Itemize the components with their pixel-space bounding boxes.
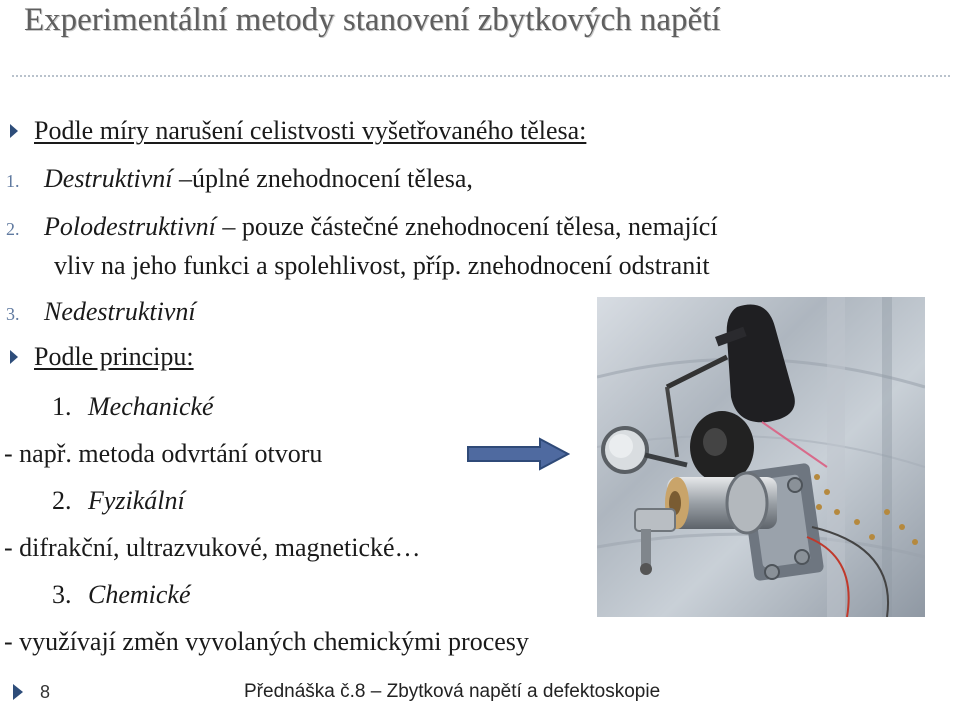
item-name: Nedestruktivní [44,297,196,326]
item-number: 3. [6,304,20,324]
section2-heading: Podle principu: [34,342,194,371]
item-number: 1. [52,392,72,421]
item-desc: –úplné znehodnocení tělesa, [172,164,473,193]
footer-triangle-icon [13,684,23,700]
slide-title: Experimentální metody stanovení zbytkových napětí [24,2,721,38]
section1-heading: Podle míry narušení celistvosti vyšetřovaného tělesa: [34,116,587,145]
section2-item-3 [52,579,191,611]
section1-item-2 [6,211,718,245]
section2-item-2-detail: - difrakční, ultrazvukové, magnetické… [4,533,421,562]
item-number: 1. [6,171,20,191]
item-number: 3. [52,580,72,609]
triangle-bullet-icon [10,350,18,364]
item-number: 2. [6,219,20,239]
hole-drilling-apparatus-photo [597,297,925,617]
footer-text: Přednáška č.8 – Zbytková napětí a defektoskopie [244,681,661,702]
item-name: Mechanické [88,392,214,421]
triangle-bullet-icon [10,124,18,138]
section2-item-3-detail: - využívají změn vyvolaných chemickými procesy [4,627,529,656]
page-number: 8 [40,682,51,702]
section1-item-2-continuation: vliv na jeho funkci a spolehlivost, příp. znehodnocení odstranit [54,251,710,280]
section1-item-3 [6,296,196,330]
item-number: 2. [52,486,72,515]
item-name: Polodestruktivní [44,212,216,241]
arrow-right-icon [466,437,570,471]
section1-item-1 [6,163,473,197]
item-name: Fyzikální [88,486,185,515]
title-divider [12,75,950,77]
item-name: Chemické [88,580,191,609]
item-name: Destruktivní [44,164,173,193]
section2-item-1 [52,391,214,423]
section2-item-1-detail: - např. metoda odvrtání otvoru [4,439,323,468]
item-desc: – pouze částečné znehodnocení tělesa, nemající [215,212,718,241]
section2-item-2 [52,485,185,517]
